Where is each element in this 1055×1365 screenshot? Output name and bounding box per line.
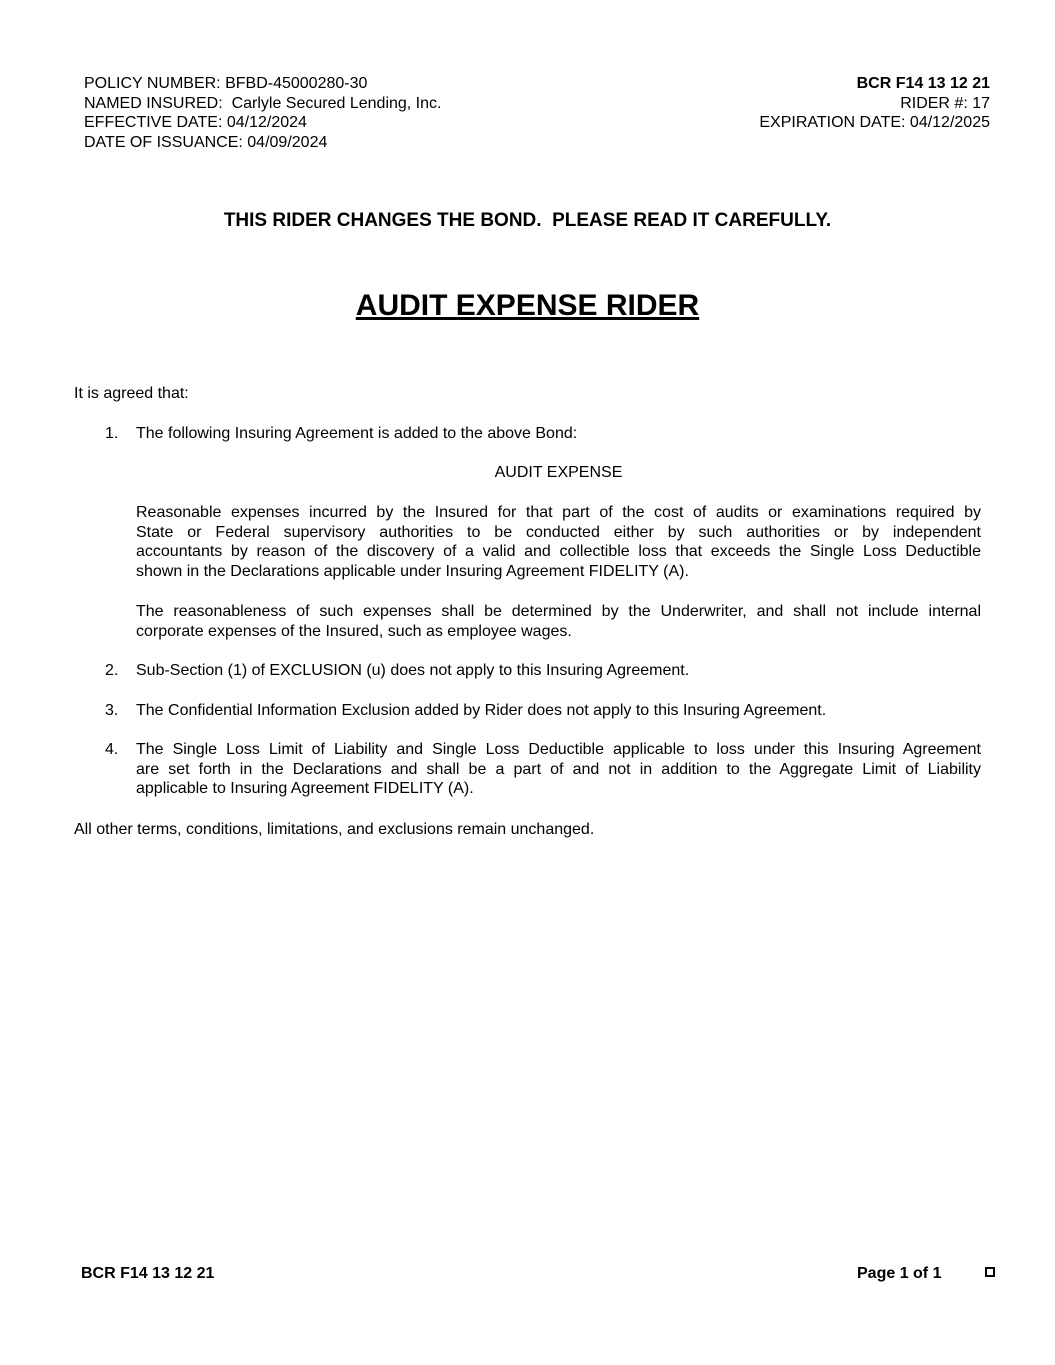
- page-title: AUDIT EXPENSE RIDER: [355, 289, 700, 322]
- paragraph-line: are set forth in the Declarations and shall be a part of and not in addition to the Aggregate Limit of Liability: [136, 760, 981, 778]
- policy-info-block: [84, 74, 604, 152]
- form-number-header: BCR F14 13 12 21: [856, 75, 990, 92]
- named-insured: NAMED INSURED: Carlyle Secured Lending, Inc.: [84, 94, 442, 112]
- form-info-block: [570, 74, 990, 133]
- list-item-number: 3.: [105, 702, 119, 719]
- policy-number: POLICY NUMBER: BFBD-45000280-30: [84, 75, 368, 92]
- list-item-number: 1.: [105, 425, 119, 442]
- paragraph-line: shown in the Declarations applicable under Insuring Agreement FIDELITY (A).: [136, 562, 689, 580]
- paragraph-line: The Single Loss Limit of Liability and Single Loss Deductible applicable to loss under this Insuring Agreement: [136, 741, 981, 758]
- list-item-text: The Confidential Information Exclusion added by Rider does not apply to this Insuring Agreement.: [136, 702, 827, 719]
- expiration-date: EXPIRATION DATE: 04/12/2025: [759, 114, 990, 131]
- rider-notice: THIS RIDER CHANGES THE BOND. PLEASE READ IT CAREFULLY.: [223, 210, 832, 231]
- intro-text: It is agreed that:: [74, 385, 189, 402]
- insuring-agreement-heading: AUDIT EXPENSE: [494, 464, 623, 481]
- checkbox-square-icon: [985, 1267, 995, 1277]
- rider-number: RIDER #: 17: [900, 94, 990, 112]
- list-item-number: 4.: [105, 741, 119, 758]
- footer-form-number: BCR F14 13 12 21: [81, 1265, 215, 1282]
- effective-date: EFFECTIVE DATE: 04/12/2024: [84, 114, 307, 131]
- date-of-issuance: DATE OF ISSUANCE: 04/09/2024: [84, 133, 328, 151]
- list-item-text: Sub-Section (1) of EXCLUSION (u) does not apply to this Insuring Agreement.: [136, 662, 690, 679]
- list-item-text: [136, 740, 981, 799]
- paragraph-line: accountants by reason of the discovery of a valid and collectible loss that exceeds the Single Loss Deductible: [136, 543, 981, 560]
- paragraph-line: Reasonable expenses incurred by the Insured for that part of the cost of audits or examinations required by: [136, 504, 981, 521]
- paragraph-line: corporate expenses of the Insured, such as employee wages.: [136, 622, 572, 640]
- list-item-number: 2.: [105, 662, 119, 679]
- paragraph-line: State or Federal supervisory authorities to be conducted either by such authorities or by independent: [136, 523, 981, 541]
- list-item-text: The following Insuring Agreement is added to the above Bond:: [136, 425, 578, 442]
- closing-text: All other terms, conditions, limitations, and exclusions remain unchanged.: [74, 821, 595, 838]
- paragraph-line: applicable to Insuring Agreement FIDELITY (A).: [136, 780, 474, 797]
- reasonableness-paragraph: [136, 602, 981, 641]
- audit-expense-paragraph: [136, 503, 981, 581]
- paragraph-line: The reasonableness of such expenses shall be determined by the Underwriter, and shall not include internal: [136, 603, 981, 620]
- page-number: Page 1 of 1: [857, 1265, 942, 1282]
